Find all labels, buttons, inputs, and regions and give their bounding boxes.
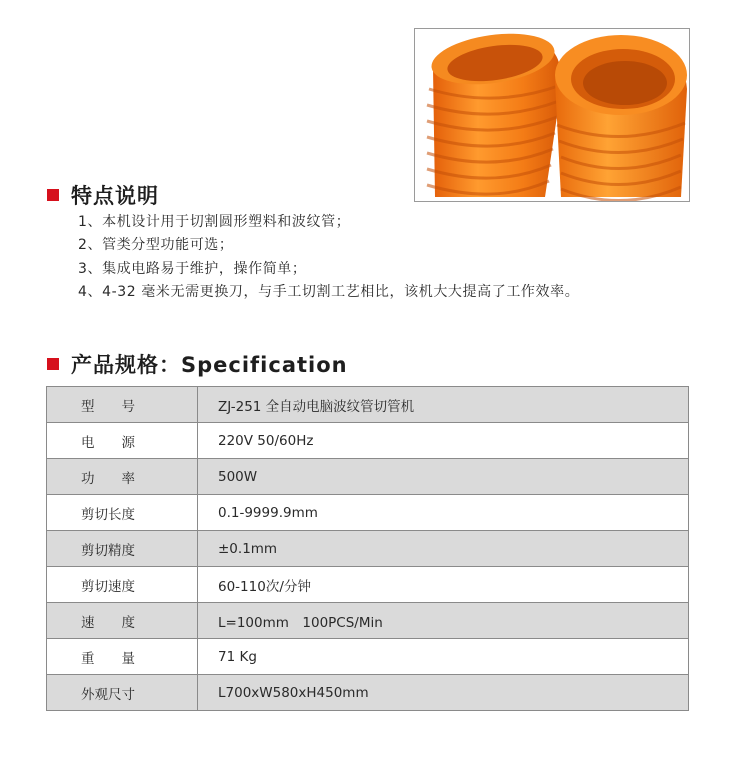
- spec-label: 功 率: [47, 459, 198, 495]
- list-item: 2、管类分型功能可选；: [78, 237, 234, 254]
- spec-value: 60-110次/分钟: [198, 567, 689, 603]
- spec-value: 71 Kg: [198, 639, 689, 675]
- spec-value: 220V 50/60Hz: [198, 423, 689, 459]
- product-photo-corrugated-pipes: [414, 28, 690, 202]
- table-row: [47, 387, 689, 423]
- list-item: 3、集成电路易于维护，操作简单；: [78, 260, 307, 277]
- table-row: [47, 495, 689, 531]
- list-item: 4、4-32 毫米无需更换刀，与手工切割工艺相比，该机大大提高了工作效率。: [78, 283, 580, 300]
- right-pipe: [555, 35, 687, 201]
- spec-label: 重 量: [47, 639, 198, 675]
- spec-label: 剪切速度: [47, 567, 198, 603]
- red-square-icon: [47, 358, 59, 370]
- features-heading-text: 特点说明: [71, 184, 159, 208]
- spec-label: 型 号: [47, 387, 198, 423]
- features-list: [78, 211, 579, 304]
- spec-label: 剪切精度: [47, 531, 198, 567]
- spec-label: 速 度: [47, 603, 198, 639]
- table-row: [47, 423, 689, 459]
- spec-label: 剪切长度: [47, 495, 198, 531]
- specs-heading: [47, 349, 348, 379]
- table-row: [47, 639, 689, 675]
- corrugated-pipe-illustration: [415, 29, 689, 201]
- spec-value: ZJ-251 全自动电脑波纹管切管机: [198, 387, 689, 423]
- left-pipe: [427, 29, 561, 197]
- spec-value: 0.1-9999.9mm: [198, 495, 689, 531]
- spec-label: 电 源: [47, 423, 198, 459]
- spec-value: ±0.1mm: [198, 531, 689, 567]
- list-item: 1、本机设计用于切割圆形塑料和波纹管；: [78, 214, 351, 230]
- specification-table: [46, 386, 689, 711]
- spec-value: L700xW580xH450mm: [198, 675, 689, 711]
- spec-value: 500W: [198, 459, 689, 495]
- table-row: [47, 567, 689, 603]
- spec-label: 外观尺寸: [47, 675, 198, 711]
- table-row: [47, 531, 689, 567]
- table-row: [47, 603, 689, 639]
- spec-value: L=100mm 100PCS/Min: [198, 603, 689, 639]
- table-row: [47, 459, 689, 495]
- features-heading: [47, 180, 159, 210]
- specs-heading-text: 产品规格：Specification: [71, 353, 348, 377]
- red-square-icon: [47, 189, 59, 201]
- table-row: [47, 675, 689, 711]
